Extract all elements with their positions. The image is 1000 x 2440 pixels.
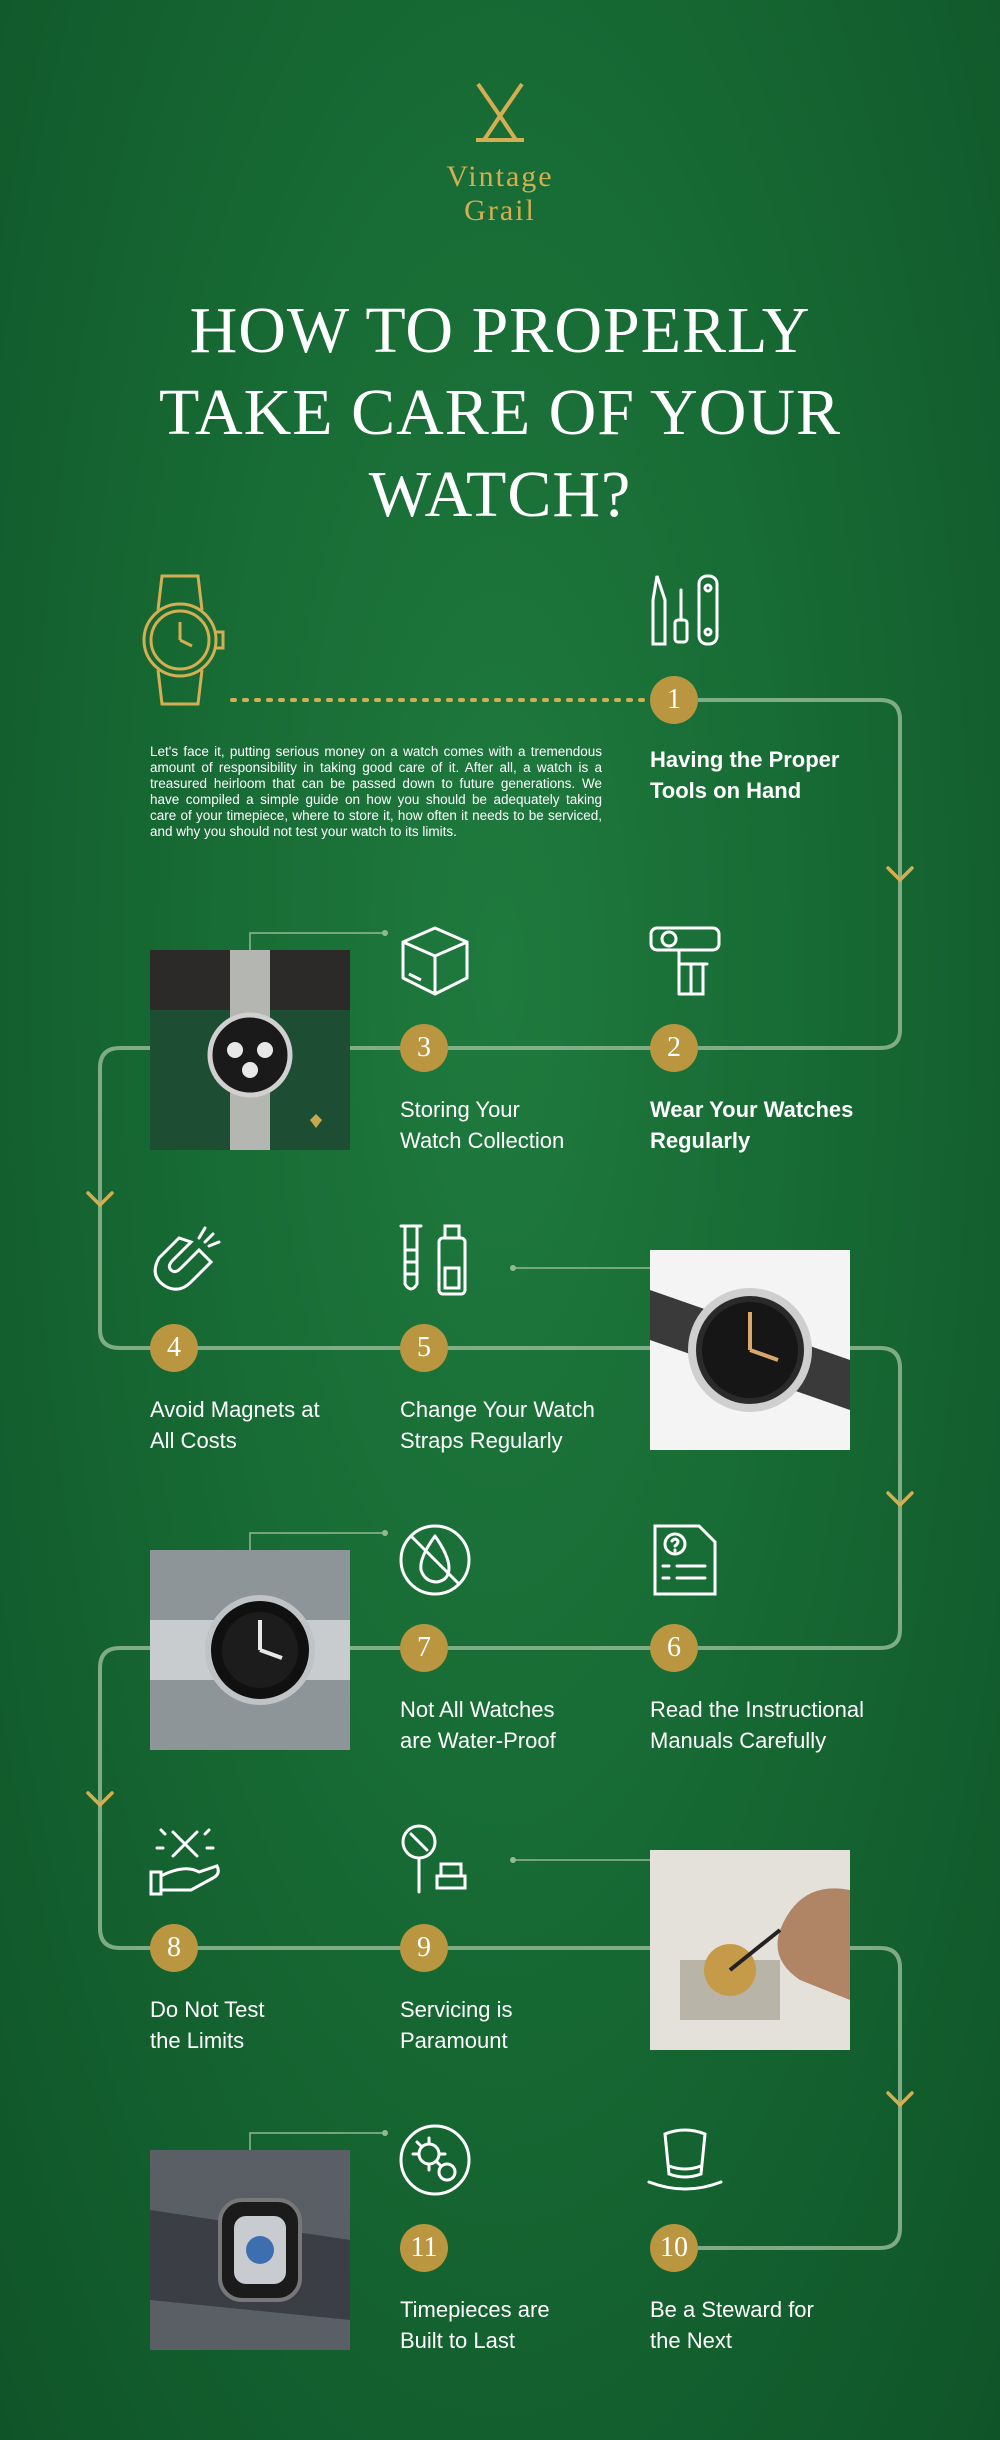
step-title-line: Do Not Test [150, 1997, 265, 2022]
intro-paragraph: Let's face it, putting serious money on a watch comes with a tremendous amount of responsibility in taking good care of it. After all, a watch is a treasured heirloom that can be passed down to future generations. We have compiled a simple guide on how you should be adequately taking care of your timepiece, where to store it, how often it needs to be serviced, and why you should not test your watch to its limits. [150, 744, 602, 839]
brand-logo [470, 78, 530, 148]
photo-watch-on-green-box [150, 950, 350, 1150]
step-number-5: 5 [400, 1324, 448, 1372]
top-hat-icon [645, 2120, 725, 2200]
step-title-line: Straps Regularly [400, 1428, 563, 1453]
brand-name [0, 160, 1000, 228]
title-line-1: HOW TO PROPERLY [189, 294, 811, 367]
step-number-3: 3 [400, 1024, 448, 1072]
box-icon [395, 920, 475, 1000]
step-title-line: Having the Proper [650, 747, 840, 772]
step-title-line: Built to Last [400, 2328, 515, 2353]
step-title-line: Servicing is [400, 1997, 513, 2022]
step-number-10: 10 [650, 2224, 698, 2272]
step-title-line: Paramount [400, 2028, 508, 2053]
hand-x-icon [145, 1820, 225, 1900]
step-title-10 [650, 2294, 890, 2356]
step-number-4: 4 [150, 1324, 198, 1372]
step-title-2 [650, 1094, 890, 1156]
step-title-line: Read the Instructional [650, 1697, 865, 1722]
step-title-line: Avoid Magnets at [150, 1397, 320, 1422]
step-title-line: the Limits [150, 2028, 245, 2053]
step-title-line: Timepieces are [400, 2297, 550, 2322]
step-title-line: Change Your Watch [400, 1397, 595, 1422]
step-title-line: Be a Steward for [650, 2297, 814, 2322]
photo-submariner-watch [150, 1550, 350, 1750]
step-number-2: 2 [650, 1024, 698, 1072]
page-title [100, 290, 900, 536]
hand-watch-icon [645, 920, 725, 1000]
gear-icon [395, 2120, 475, 2200]
step-title-9 [400, 1994, 640, 2056]
step-title-line: Watch Collection [400, 1128, 565, 1153]
step-title-7 [400, 1694, 640, 1756]
brand-line-1: Vintage [446, 160, 554, 193]
magnifier-icon [395, 1820, 475, 1900]
manual-icon [645, 1520, 725, 1600]
step-number-8: 8 [150, 1924, 198, 1972]
step-title-line: Regularly [650, 1128, 751, 1153]
step-title-11 [400, 2294, 640, 2356]
magnet-icon [145, 1220, 225, 1300]
no-water-icon [395, 1520, 475, 1600]
step-title-5 [400, 1394, 640, 1456]
photo-skeleton-watch-on-wrist [150, 2150, 350, 2350]
title-line-3: WATCH? [368, 458, 632, 531]
photo-vintage-watch-nato-strap [650, 1250, 850, 1450]
brand-line-2: Grail [464, 194, 536, 227]
tools-icon [645, 570, 725, 650]
step-title-4 [150, 1394, 390, 1456]
photo-watch-servicing [650, 1850, 850, 2050]
step-number-6: 6 [650, 1624, 698, 1672]
step-title-8 [150, 1994, 390, 2056]
step-title-6 [650, 1694, 890, 1756]
step-title-line: Wear Your Watches [650, 1097, 854, 1122]
step-title-line: Manuals Carefully [650, 1728, 827, 1753]
step-number-7: 7 [400, 1624, 448, 1672]
step-title-3 [400, 1094, 640, 1156]
step-title-1 [650, 744, 890, 806]
wrist-watch-icon [130, 570, 230, 710]
step-number-11: 11 [400, 2224, 448, 2272]
strap-tools-icon [395, 1220, 475, 1300]
title-line-2: TAKE CARE OF YOUR [158, 376, 842, 449]
vg-monogram-icon [470, 78, 530, 148]
step-title-line: Storing Your [400, 1097, 520, 1122]
step-title-line: the Next [650, 2328, 732, 2353]
step-title-line: are Water-Proof [400, 1728, 556, 1753]
step-number-1: 1 [650, 676, 698, 724]
step-title-line: All Costs [150, 1428, 237, 1453]
step-number-9: 9 [400, 1924, 448, 1972]
step-title-line: Not All Watches [400, 1697, 555, 1722]
step-title-line: Tools on Hand [650, 778, 802, 803]
